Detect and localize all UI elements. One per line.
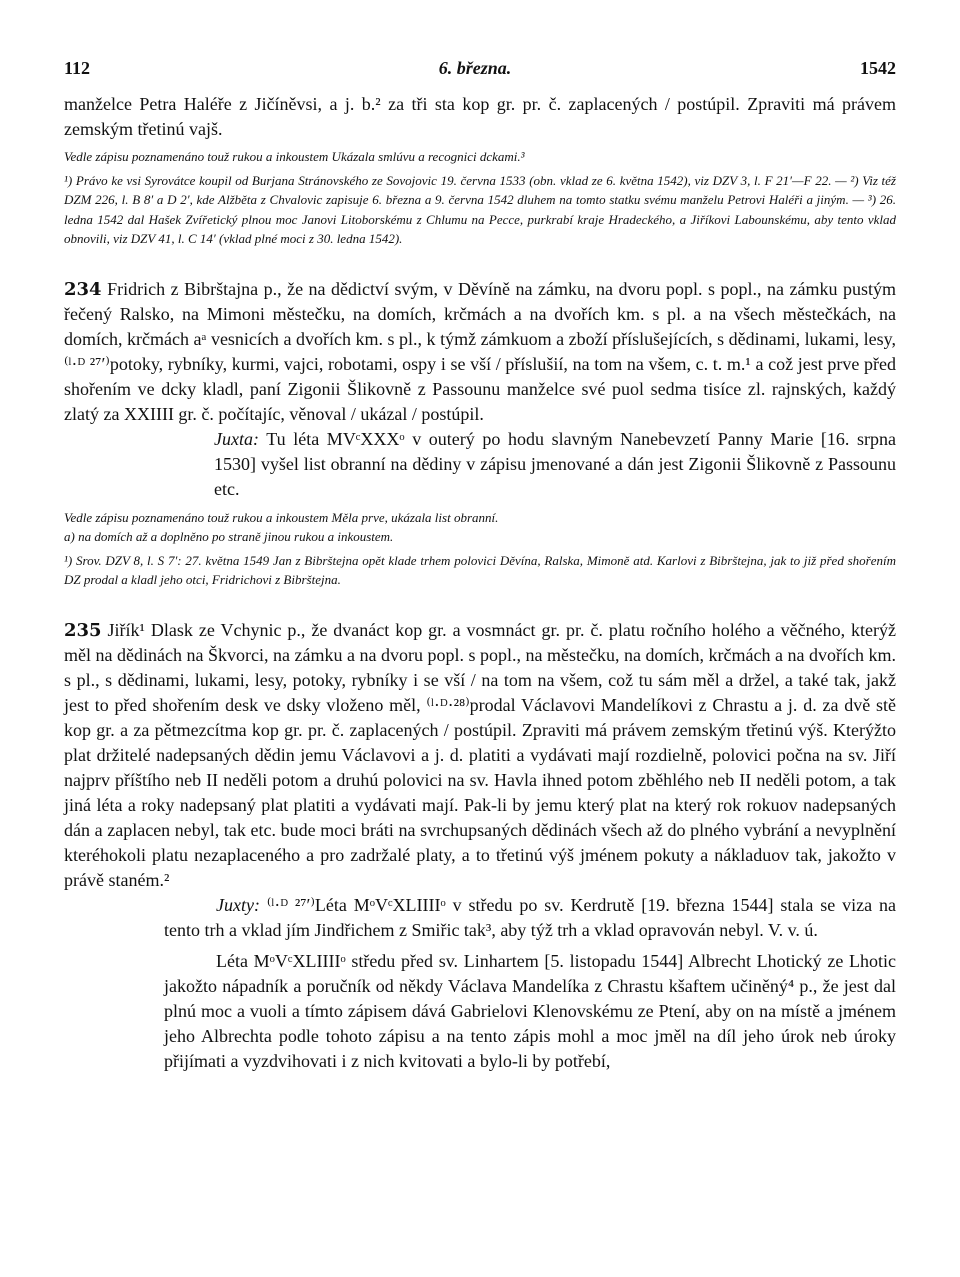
entry-235 bbox=[64, 618, 896, 893]
juxta-text: ⁽ˡ·ᴰ ²⁷′⁾Léta MᵒVᶜXLIIIIᵒ v středu po sv. Kerdrutě [19. března 1544] stala se viza na tento trh a vklad jím Jindřichem z Smiřic tak³, aby týž trh a vklad opravován nebyl. V. v. ú. bbox=[164, 894, 896, 940]
juxta-label: Juxty: bbox=[216, 894, 260, 915]
entry-234-juxta bbox=[64, 427, 896, 502]
entry-text: Fridrich z Bibrštajna p., že na dědictví svým, v Děvíně na zámku, na dvoru popl. s popl., na zámku pustým řečený Ralsko, na Mimoni městečku, na domích, krčmách a na dvořích km. s pl. a na všech městečkách, na domích, krčmách aᵃ vesnicích a dvořích km. s pl., k týmž zámkuom a zboží příslušejících, s dědinami, lukami, lesy, ⁽ˡ·ᴰ ²⁷′⁾potoky, rybníky, kurmi, vajci, robotami, ospy i se vší / příslušií, na tom na všem, c. t. m.¹ a což jest prve před shořením ve dcky kladl, paní Zigonii Šlikovně z Passounu manželce své puol sedma tisíce zl. rajnských, každý zlatý za XXIIII gr. č. počítajíc, věnoval / ukázal / postúpil. bbox=[64, 278, 897, 424]
entry-235-juxta-block bbox=[64, 893, 896, 1074]
page-number: 112 bbox=[64, 58, 91, 78]
entry-233-tail: manželce Petra Haléře z Jičíněvsi, a j. b.² za tři sta kop gr. pr. č. zaplacených / postúpil. Zpraviti má právem zemským třetinú vajš. bbox=[64, 94, 896, 139]
page-header bbox=[64, 58, 896, 92]
year: 1542 bbox=[860, 58, 896, 78]
entry-234-note-a: a) na domích až a doplněno po straně jinou rukou a inkoustem. bbox=[64, 529, 394, 544]
entry-text: Jiřík¹ Dlask ze Vchynic p., že dvanáct kop gr. a vosmnáct gr. pr. č. platu ročního holého a věčného, kterýž měl na dědinách na Škvorci, na zámku a na dvoru popl. s popl., na městečku, na domích, krčmách a na dvořích km. s pl., s dědinami, lukami, lesy, potoky, rybníky i se vší / na tom na všem, což tu sám měl a držel, a také tak, jakž jest to před shořením desk ve dsky vloženo měl, ⁽ˡ·ᴰ·²⁸⁾prodal Václavovi Mandelíkovi z Chrastu a j. d. za dvě stě kop gr. a za pětmezcítma kop gr. pr. č. zaplacených / postúpil. Zpraviti má právem zemským třetinú výš. Kterýžto plat držitelé nadepsaných dědin jemu Václavovi a j. d. platiti a vydávati mají rozdielně, polovici počna na sv. Jiří najprv příštího neb II neděli potom a druhú polovici na sv. Havla ihned potom zběhlého neb II neděli potom, a tak jiná léta a roky nadepsaný plat platiti a vydávati mají. Pak-li by jemu který plat na který rok rokuov nadepsaných dán a zaplacen nebyl, tak etc. bude moci bráti na svrchupsaných dědinách všech až do plného vybrání a nevyplnění kteréhokoli platu nezaplaceného a pro zadržalé platy, a to třetinú výš jménem pokuty a nákladuov tak, jakožto v právě staném.² bbox=[64, 619, 897, 890]
entry-number: 234 bbox=[64, 278, 102, 300]
juxta-text: Tu léta MVᶜXXXᵒ v outerý po hodu slavným Nanebevzetí Panny Marie [16. srpna 1530] vyšel list obranní na dědiny v zápisu jmenované a dán jest Zigonii Šlikovně z Passounu etc. bbox=[214, 428, 896, 499]
date-title: 6. března. bbox=[438, 58, 512, 78]
juxta-label: Juxta: bbox=[214, 428, 259, 449]
entry-234 bbox=[64, 277, 896, 427]
entry-234-footnote: ¹) Srov. DZV 8, l. S 7′: 27. května 1549 Jan z Bibrštejna opět klade trhem polovici Děvína, Ralska, Mimoně atd. Karlovi z Bibrštejna, jak to již před shořením DZ prodal a kladl jeho otci, Fridrichovi z Bibrštejna. bbox=[64, 552, 896, 587]
entry-235-juxta bbox=[164, 893, 896, 943]
entry-number: 235 bbox=[64, 619, 102, 641]
entry-233-footnotes: ¹) Právo ke vsi Syrovátce koupil od Burjana Stránovského ze Sovojovic 19. června 1533 (obn. vklad ze 6. května 1542), viz DZV 3, l. F 21′—F 22. — ²) Viz též DZM 226, l. B 8′ a D 2′, kde Alžběta z Chvalovic zapisuje 6. března a 9. června 1542 dluhem na tomto statku svému manželu Petrovi Haléři a jiným. — ³) 26. ledna 1542 dal Hašek Zvířetický plnou moc Janovi Litoborskému z Chlumu na Pecce, purkrabí kraje Hradeckého, a Jiříkovi Labounskému, aby tento vklad obnovili, viz DZV 41, l. C 14′ (vklad plné moci z 30. ledna 1542). bbox=[64, 172, 896, 246]
entry-235-paragraph-2: Léta MᵒVᶜXLIIIIᵒ středu před sv. Linhartem [5. listopadu 1544] Albrecht Lhotický ze Lhotic jakožto nápadník a poručník od někdy Václava Mandelíka z Chrastu kšaftem učiněný⁴ p., že jest dal plnú moc a vuoli a tímto zápisem dává Gabrielovi Klenovskému ze Ptení, aby on na místě a jménem jeho Albrechta podle tohoto zápisu a na tento zápis mohl a moc jměl na díl jeho úrok neb úroky přijímati a vyzdvihovati i z nich kvitovati a bylo-li by potřebí, bbox=[164, 950, 896, 1071]
document-page bbox=[64, 58, 896, 1074]
entry-234-side-note: Vedle zápisu poznamenáno touž rukou a inkoustem Měla prve, ukázala list obranní. bbox=[64, 509, 499, 525]
entry-233-side-note: Vedle zápisu poznamenáno touž rukou a inkoustem Ukázala smlúvu a recognici dckami.³ bbox=[64, 149, 525, 164]
